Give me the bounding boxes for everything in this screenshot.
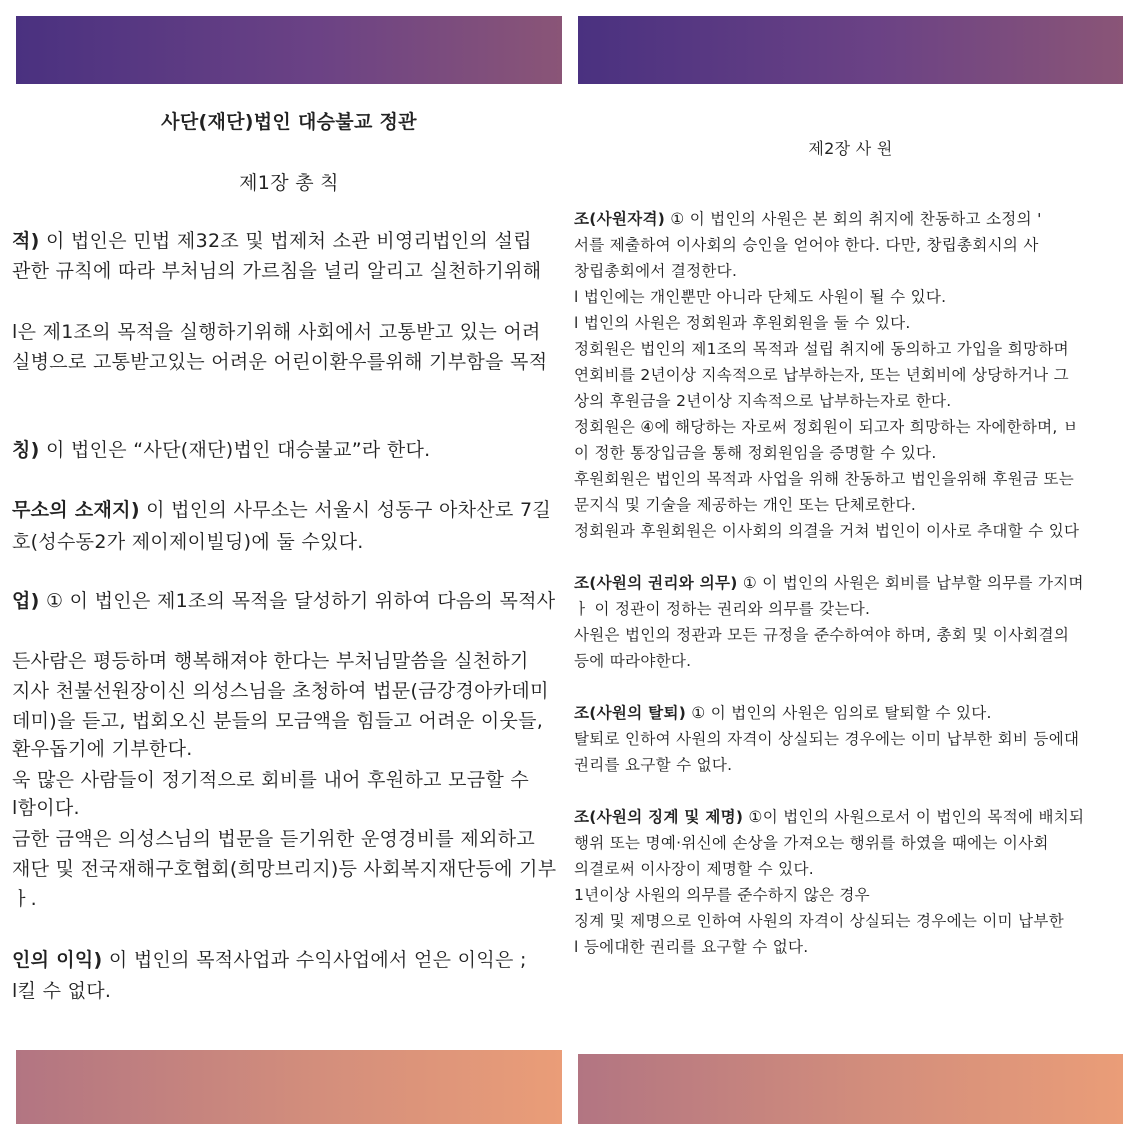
text-line — [574, 443, 937, 463]
document-text-area — [574, 84, 1123, 1050]
text-line — [12, 948, 527, 972]
line-text: 징계 및 제명으로 인하여 사원의 자격이 상실되는 경우에는 이미 납부한 — [574, 912, 1064, 930]
text-line — [574, 807, 1084, 827]
article-heading: 조(사원의 징계 및 제명) — [574, 808, 744, 826]
article-heading: 무소의 소재지) — [12, 499, 140, 521]
line-text: l은 제1조의 목적을 실행하기위해 사회에서 고통받고 있는 어려 — [12, 321, 541, 343]
line-text: l 법인의 사원은 정회원과 후원회원을 둘 수 있다. — [574, 314, 911, 332]
line-text: 환우돕기에 기부한다. — [12, 738, 193, 760]
line-text: ① 이 법인의 사원은 임의로 탈퇴할 수 있다. — [686, 704, 992, 722]
text-line — [574, 729, 1079, 749]
text-line — [574, 209, 1042, 229]
article-heading: 적) — [12, 230, 40, 252]
header-gradient-band — [578, 16, 1123, 84]
text-line — [12, 679, 549, 703]
chapter-heading: 제2장 사 원 — [808, 139, 893, 158]
text-line — [574, 885, 870, 905]
text-line — [12, 857, 556, 881]
line-text: 정회원은 ④에 해당하는 자로써 정회원이 되고자 희망하는 자에한하며, ㅂ — [574, 418, 1079, 436]
text-line — [574, 235, 1039, 255]
line-text: ㅏ 이 정관이 정하는 권리와 의무를 갖는다. — [574, 600, 871, 618]
text-line — [12, 530, 364, 554]
text-line — [574, 417, 1078, 437]
text-line — [574, 339, 1069, 359]
text-line — [574, 755, 732, 775]
line-text: 이 정한 통장입금을 통해 정회원임을 증명할 수 있다. — [574, 444, 937, 462]
text-line — [12, 709, 543, 733]
line-text: 서를 제출하여 이사회의 승인을 얻어야 한다. 다만, 창립총회시의 사 — [574, 236, 1039, 254]
line-text: 사원은 법인의 정관과 모든 규정을 준수하여야 하며, 총회 및 이사회결의 — [574, 626, 1070, 644]
article-heading: 조(사원자격) — [574, 210, 666, 228]
text-line — [574, 287, 946, 307]
text-line — [574, 703, 992, 723]
line-text: 욱 많은 사람들이 정기적으로 회비를 내어 후원하고 모금할 수 — [12, 769, 530, 791]
line-text: 데미)을 듣고, 법회오신 분들의 모금액을 힘들고 어려운 이웃들, — [12, 710, 544, 732]
line-text: 정회원과 후원회원은 이사회의 의결을 거쳐 법인이 이사로 추대할 수 있다 — [574, 522, 1080, 540]
line-text: 권리를 요구할 수 없다. — [574, 756, 733, 774]
line-text: 의결로써 이사장이 제명할 수 있다. — [574, 860, 814, 878]
line-text: 창립총회에서 결정한다. — [574, 262, 738, 280]
document-page-right — [574, 0, 1123, 1140]
text-line — [574, 859, 814, 879]
text-line — [574, 495, 916, 515]
line-text: 이 법인은 민법 제32조 및 법제처 소관 비영리법인의 설립 — [39, 230, 532, 252]
line-text: 금한 금액은 의성스님의 법문을 듣기위한 운영경비를 제외하고 — [12, 828, 536, 850]
line-text: l함이다. — [12, 797, 80, 819]
line-text: 이 법인은 “사단(재단)법인 대승불교”라 한다. — [39, 439, 431, 461]
line-text: 실병으로 고통받고있는 어려운 어린이환우를위해 기부함을 목적 — [12, 351, 548, 373]
line-text: 재단 및 전국재해구호협회(희망브리지)등 사회복지재단등에 기부 — [12, 858, 557, 880]
text-line — [12, 229, 532, 253]
text-line — [574, 521, 1079, 541]
line-text: ①이 법인의 사원으로서 이 법인의 목적에 배치되 — [743, 808, 1085, 826]
text-line — [574, 573, 1084, 593]
line-text: l 등에대한 권리를 요구할 수 없다. — [574, 938, 809, 956]
article-heading: 조(사원의 권리와 의무) — [574, 574, 738, 592]
chapter-heading: 제1장 총 칙 — [239, 172, 339, 194]
text-line — [574, 261, 737, 281]
document-title: 사단(재단)법인 대승불교 정관 — [161, 111, 417, 133]
text-line — [574, 937, 809, 957]
line-text: 탈퇴로 인하여 사원의 자격이 상실되는 경우에는 이미 납부한 회비 등에대 — [574, 730, 1080, 748]
text-line — [12, 350, 547, 374]
line-text: 상의 후원금을 2년이상 지속적으로 납부하는자로 한다. — [574, 392, 952, 410]
text-line — [574, 391, 952, 411]
line-text: 연회비를 2년이상 지속적으로 납부하는자, 또는 년회비에 상당하거나 그 — [574, 366, 1069, 384]
line-text: 지사 천불선원장이신 의성스님을 초청하여 법문(금강경아카데미 — [12, 680, 549, 702]
text-line — [12, 498, 551, 522]
footer-gradient-band — [578, 1054, 1123, 1124]
text-line — [12, 887, 37, 911]
line-text: 문지식 및 기술을 제공하는 개인 또는 단체로한다. — [574, 496, 917, 514]
line-text: 이 법인의 사무소는 서울시 성동구 아차산로 7길 — [139, 499, 552, 521]
line-text: ① 이 법인의 사원은 본 회의 취지에 찬동하고 소정의 ' — [665, 210, 1042, 228]
text-line — [12, 768, 529, 792]
text-line — [12, 979, 111, 1003]
text-line — [574, 313, 911, 333]
line-text: ㅏ. — [12, 888, 37, 910]
text-line — [12, 827, 535, 851]
text-line — [574, 469, 1074, 489]
text-line — [12, 438, 431, 462]
line-text: 이 법인의 목적사업과 수익사업에서 얻은 이익은 ; — [102, 949, 527, 971]
line-text: l킬 수 없다. — [12, 980, 112, 1002]
text-line — [574, 651, 691, 671]
text-line — [574, 833, 1049, 853]
article-heading: 칭) — [12, 439, 40, 461]
line-text: 든사람은 평등하며 행복해져야 한다는 부처님말씀을 실천하기 — [12, 650, 529, 672]
line-text: l 법인에는 개인뿐만 아니라 단체도 사원이 될 수 있다. — [574, 288, 947, 306]
text-line — [12, 649, 529, 673]
footer-gradient-band — [16, 1050, 562, 1124]
document-text-area — [12, 84, 562, 1050]
header-gradient-band — [16, 16, 562, 84]
article-heading: 업) — [12, 590, 40, 612]
article-heading: 인의 이익) — [12, 949, 103, 971]
text-line — [574, 911, 1064, 931]
line-text: 등에 따라야한다. — [574, 652, 692, 670]
line-text: 후원회원은 법인의 목적과 사업을 위해 찬동하고 법인을위해 후원금 또는 — [574, 470, 1075, 488]
text-line — [574, 365, 1069, 385]
text-line — [12, 796, 80, 820]
line-text: ① 이 법인은 제1조의 목적을 달성하기 위하여 다음의 목적사 — [39, 590, 556, 612]
line-text: ① 이 법인의 사원은 회비를 납부할 의무를 가지며 — [737, 574, 1084, 592]
text-line — [12, 259, 541, 283]
line-text: 관한 규칙에 따라 부처님의 가르침을 널리 알리고 실천하기위해 — [12, 260, 542, 282]
text-line — [12, 589, 555, 613]
text-line — [574, 625, 1069, 645]
text-line — [574, 599, 870, 619]
text-line — [12, 320, 541, 344]
line-text: 1년이상 사원의 의무를 준수하지 않은 경우 — [574, 886, 870, 904]
article-heading: 조(사원의 탈퇴) — [574, 704, 687, 722]
line-text: 행위 또는 명예·위신에 손상을 가져오는 행위를 하였을 때에는 이사회 — [574, 834, 1049, 852]
document-page-left — [12, 0, 562, 1140]
text-line — [12, 737, 193, 761]
line-text: 정회원은 법인의 제1조의 목적과 설립 취지에 동의하고 가입을 희망하며 — [574, 340, 1069, 358]
line-text: 호(성수동2가 제이제이빌딩)에 둘 수있다. — [12, 531, 364, 553]
